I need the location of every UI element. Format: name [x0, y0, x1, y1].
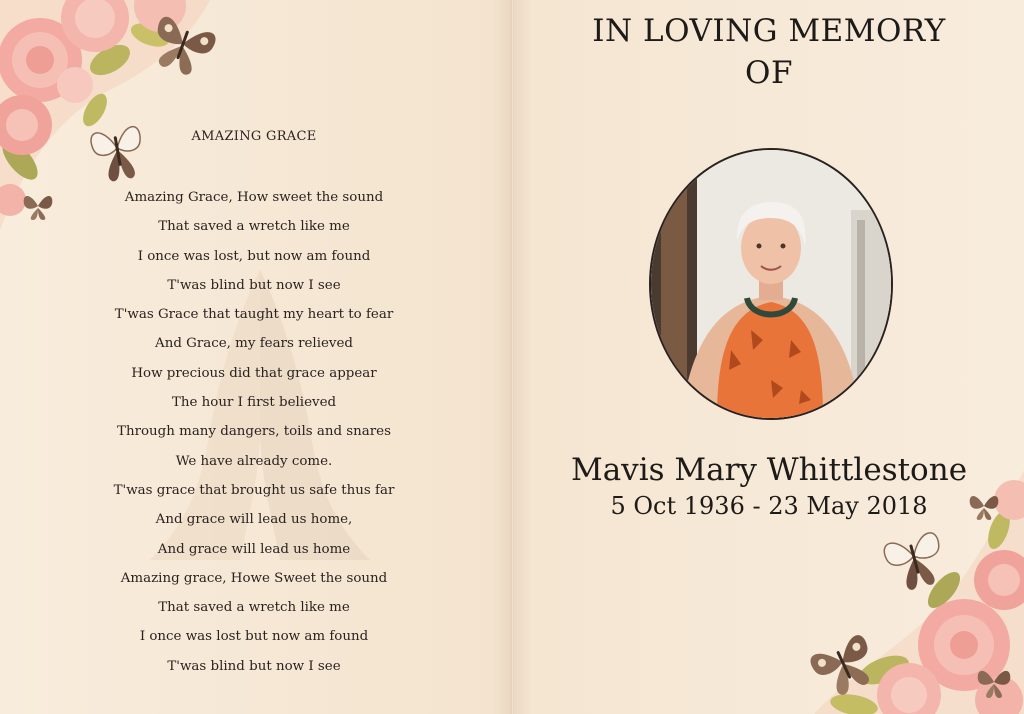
verse-line: T'was Grace that taught my heart to fear: [114, 307, 394, 323]
poem-verse: [0, 187, 508, 685]
verse-line: That saved a wretch like me: [158, 600, 350, 616]
verse-line: And grace will lead us home: [157, 541, 351, 557]
poem-title: AMAZING GRACE: [191, 129, 317, 144]
verse-line: Amazing Grace, How sweet the sound: [124, 190, 384, 205]
verse-line: T'was blind but now I see: [167, 277, 341, 293]
verse-line: T'was grace that brought us safe thus far: [113, 482, 395, 498]
butterfly-icon: [966, 490, 1002, 522]
verse-line: And Grace, my fears relieved: [155, 336, 353, 352]
verse-line: Amazing grace, Howe Sweet the sound: [120, 570, 388, 586]
butterfly-icon: [880, 528, 950, 594]
verse-line: I once was lost, but now am found: [137, 248, 371, 264]
memorial-heading: [514, 10, 1024, 94]
verse-line: T'was blind but now I see: [167, 658, 341, 674]
verse-line: The hour I first believed: [171, 395, 337, 411]
verse-line: Through many dangers, toils and snares: [117, 424, 391, 440]
verse-line: We have already come.: [175, 453, 333, 469]
verse-line: How precious did that grace appear: [131, 365, 377, 381]
portrait-photo: [649, 148, 893, 420]
portrait-illustration: [651, 150, 891, 418]
life-dates: 5 Oct 1936 - 23 May 2018: [610, 492, 928, 520]
verse-line: That saved a wretch like me: [158, 219, 350, 235]
heading-line-2: OF: [745, 55, 793, 91]
butterfly-icon: [146, 8, 220, 80]
butterfly-icon: [808, 630, 878, 696]
verse-line: And grace will lead us home,: [155, 512, 353, 528]
right-page: [514, 0, 1024, 714]
deceased-name: Mavis Mary Whittlestone: [570, 452, 968, 488]
butterfly-icon: [974, 664, 1014, 700]
verse-line: I once was lost but now am found: [139, 629, 369, 645]
heading-line-1: IN LOVING MEMORY: [592, 13, 946, 49]
